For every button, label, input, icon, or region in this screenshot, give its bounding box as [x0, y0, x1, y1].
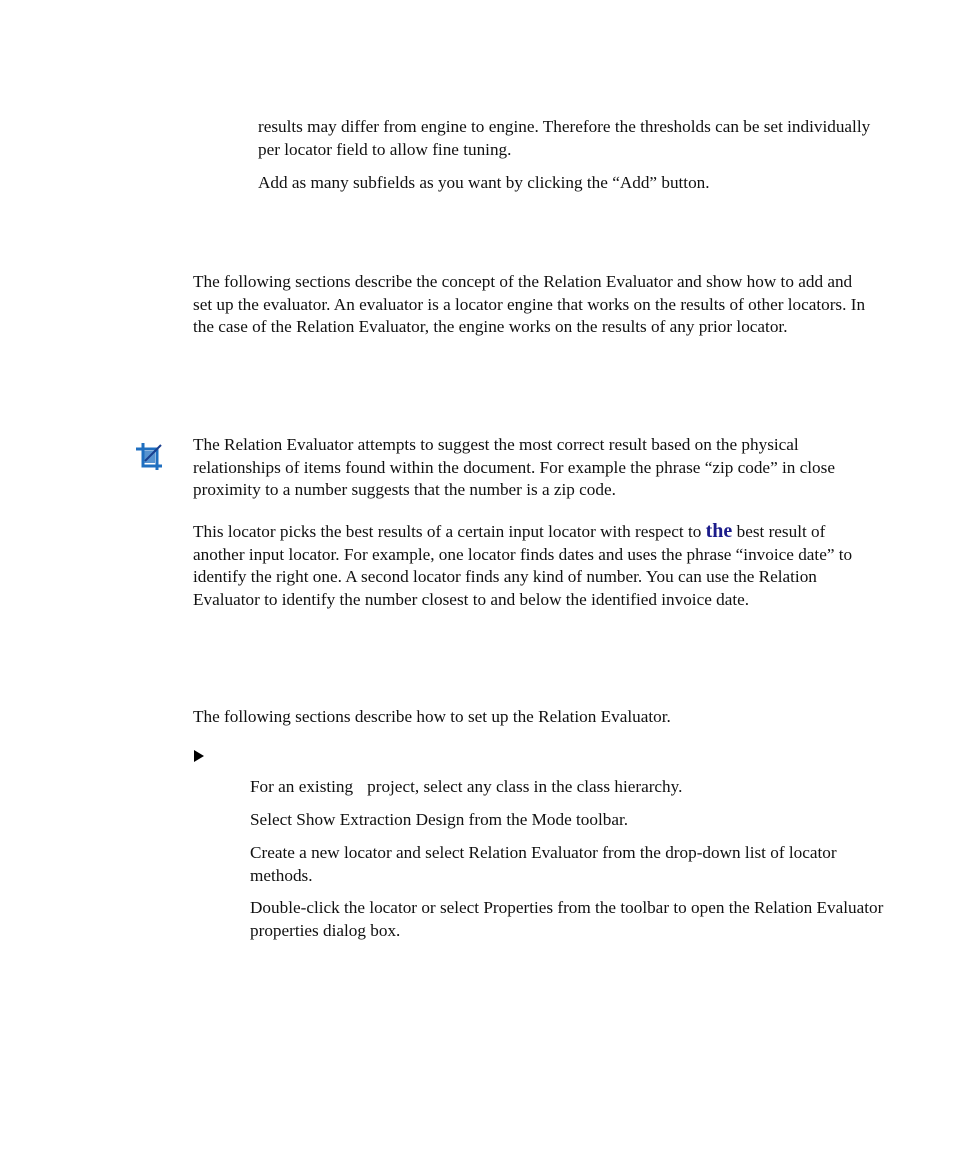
crop-note-icon	[134, 441, 164, 471]
concept-paragraph-2-end: best result of another input locator. For example, one locator finds dates and uses the phrase “invoice date” to identify the right one. A second locator finds any kind of number. You can use the Relation Evaluator to identify the number closest to and below the identified invoice date.	[193, 522, 853, 609]
step-1-end: project, select any class in the class hierarchy.	[367, 777, 683, 796]
step-2: Select Show Extraction Design from the Mode toolbar.	[250, 810, 629, 829]
concept-paragraph-1: The Relation Evaluator attempts to suggest the most correct result based on the physical relationships of items found within the document. For example the phrase “zip code” in close proximity to a number suggests that the number is a zip code.	[193, 435, 835, 500]
step-4: Double-click the locator or select Properties from the toolbar to open the Relation Evaluator properties dialog box.	[250, 898, 884, 940]
section-intro-paragraph: The following sections describe the concept of the Relation Evaluator and show how to add and set up the evaluator. An evaluator is a locator engine that works on the results of other locators. In the case of the Relation Evaluator, the engine works on the results of any prior locator.	[193, 272, 866, 337]
setup-intro-paragraph: The following sections describe how to set up the Relation Evaluator.	[193, 707, 671, 726]
intro-paragraph-thresholds: results may differ from engine to engine. Therefore the thresholds can be set individually per locator field to allow fine tuning.	[258, 117, 871, 159]
intro-paragraph-add-subfields: Add as many subfields as you want by clicking the “Add” button.	[258, 173, 710, 192]
concept-paragraph-2	[193, 520, 873, 611]
step-3: Create a new locator and select Relation Evaluator from the drop-down list of locator methods.	[250, 843, 837, 885]
step-1-start: For an existing	[250, 777, 354, 796]
highlighted-word: the	[705, 520, 733, 542]
step-1	[250, 776, 890, 799]
concept-paragraph-2-start: This locator picks the best results of a certain input locator with respect to	[193, 522, 706, 541]
triangle-bullet-icon	[194, 750, 204, 762]
